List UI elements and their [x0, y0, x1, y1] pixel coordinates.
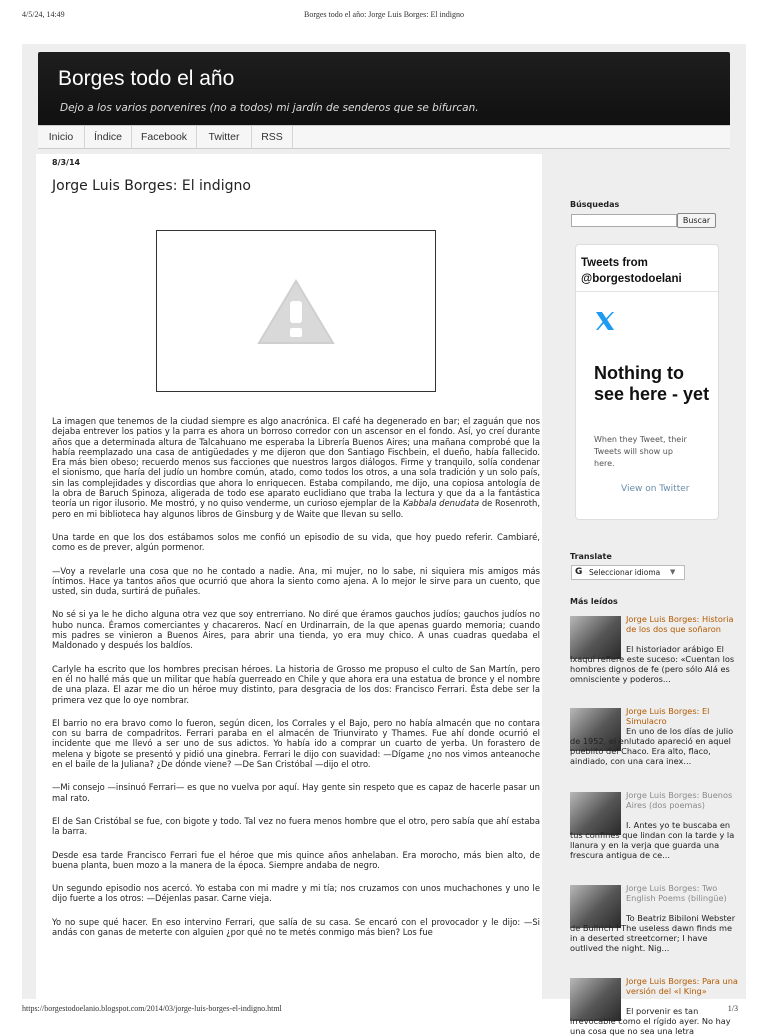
- twitter-empty-text: When they Tweet, their Tweets will show up here.: [594, 435, 687, 468]
- post-title[interactable]: Jorge Luis Borges: El indigno: [52, 178, 251, 194]
- twitter-widget: [575, 244, 719, 520]
- translate-select-label: Seleccionar idioma: [589, 568, 661, 577]
- post-paragraph: Desde esa tarde Francisco Ferrari fue el héroe que mis quince años anhelaban. Era morocho, más bien alto, de buena planta, buen mozo a la manera de la época. Siempre andaba de negro.: [52, 849, 540, 870]
- translate-label: Translate: [570, 552, 612, 561]
- post-paragraph: —Voy a revelarle una cosa que no he contado a nadie. Ana, mi mujer, no lo sabe, ni siquiera mis amigos más íntimos. Hace ya tantos años que ocurrió que ahora la siento como ajena. A lo mejor le sirve para un cuento, que usted, sin duda, surtirá de puñales.: [52, 565, 540, 597]
- print-title: Borges todo el año: Jorge Luis Borges: El indigno: [304, 10, 464, 19]
- post-paragraph: Una tarde en que los dos estábamos solos me confió un episodio de su vida, que hoy puedo referir. Cambiaré, como es de prever, algún pormenor.: [52, 531, 540, 553]
- popular-title-link[interactable]: Jorge Luis Borges: Historia de los dos que soñaron: [626, 614, 734, 634]
- view-on-twitter-link[interactable]: View on Twitter: [621, 484, 690, 494]
- tab-inicio[interactable]: Inicio: [38, 126, 85, 148]
- popular-snippet: El porvenir es tan irrevocable como el rígido ayer. No hay una cosa que no sea una letra: [570, 1006, 731, 1036]
- tab-twitter[interactable]: Twitter: [197, 126, 252, 148]
- twitter-widget-title[interactable]: Tweets from @borgestodoelani: [581, 257, 682, 285]
- print-page-number: 1/3: [727, 1004, 738, 1013]
- post-paragraph: La imagen que tenemos de la ciudad siempre es algo anacrónica. El café ha degenerado en bar; el zaguán que nos dejaba entrever los patios y la parra es ahora un borroso corredor con un ascensor en el fondo. Así, yo creí durante años que a determinada altura de Talcahuano me esperaba la Librería Buenos Aires; una mañana comprobé que la había reemplazado una casa de antigüedades y me dijeron que don Santiago Fischbein, el dueño, había fallecido. Era más bien obeso; recuerdo menos sus facciones que nuestros largos diálogos. Firme y tranquilo, solía condenar el sionismo, que haría del judío un hombre común, atado, como todos los otros, a una sola tradición y un solo país, sin las complejidades y discordias que ahora lo enriquecen. Estaba compilando, me dijo, una copiosa antología de la obra de Baruch Spinoza, aligerada de todo ese aparato euclidiano que traba la lectura y que da a la fantástica teoría un rigor ilusorio. Me mostró, y no quiso venderme, un curioso ejemplar de la Kabbala denudata de Rosenroth, pero en mi biblioteca hay algunos libros de Ginsburg y de Waite que llevan su sello.: [52, 416, 540, 519]
- popular-title-link[interactable]: Jorge Luis Borges: El Simulacro: [626, 706, 710, 726]
- popular-snippet: El historiador arábigo El Ixaquí refiere este suceso: «Cuentan los hombres dignos de fe (pero sólo Alá es omnisciente y poderos...: [570, 644, 735, 684]
- search-button[interactable]: Buscar: [677, 213, 716, 228]
- print-url: https://borgestodoelanio.blogspot.com/2014/03/jorge-luis-borges-el-indigno.html: [22, 1004, 282, 1013]
- italic-title: Kabbala denudata: [402, 498, 480, 509]
- divider: [576, 291, 718, 292]
- post-paragraph: Un segundo episodio nos acercó. Yo estaba con mi madre y mi tía; nos cruzamos con unos muchachones y uno le dijo fuerte a los otros: —Déjenlas pasar. Carne vieja.: [52, 883, 540, 904]
- main-column: [36, 154, 542, 999]
- print-date: 4/5/24, 14:49: [22, 10, 65, 19]
- post-paragraph: Yo no supe qué hacer. En eso intervino Ferrari, que salía de su casa. Se encaró con el provocador y le dijo: —Si andás con ganas de meterte con alguien ¿por qué no te metés conmigo más bien? Los fue: [52, 916, 540, 937]
- warning-icon: [256, 277, 336, 347]
- popular-title-link[interactable]: Jorge Luis Borges: Two English Poems (bilingüe): [626, 883, 727, 903]
- post-paragraph: El de San Cristóbal se fue, con bigote y todo. Tal vez no fuera menos hombre que el otro, pero sabía que ahí estaba la barra.: [52, 815, 540, 837]
- post-body: [52, 416, 540, 950]
- post-paragraph: El barrio no era bravo como lo fueron, según dicen, los Corrales y el Bajo, pero no había almacén que no contara con su barra de compadritos. Ferrari paraba en el almacén de Triunvirato y Thames. Fue ahí donde ocurrió el incidente que me llevó a ser uno de sus adictos. Yo había ido a comprar un cuarto de yerba. Un forastero de melena y bigote se presentó y pidió una ginebra. Ferrari le dijo con suavidad: —Dígame ¿no nos vimos anteanoche en el baile de la Juliana? ¿De dónde viene? —De San Cristóbal —dijo el otro.: [52, 717, 540, 770]
- popular-title-link[interactable]: Jorge Luis Borges: Para una versión del «I King»: [626, 976, 738, 996]
- translate-select[interactable]: [571, 565, 685, 580]
- post-paragraph: Carlyle ha escrito que los hombres precisan héroes. La historia de Grosso me propuso el culto de San Martín, pero en él no hallé más que un militar que había guerreado en Chile y que ahora era una estatua de bronce y el nombre de una plaza. El azar me dio un héroe muy distinto, para desgracia de los dos: Francisco Ferrari. Ésta debe ser la primera vez que lo oye nombrar.: [52, 663, 540, 705]
- twitter-empty-title: Nothing to see here - yet: [594, 363, 710, 404]
- google-icon: G: [575, 567, 583, 577]
- dropdown-arrow-icon: ▼: [670, 568, 676, 576]
- blog-title[interactable]: Borges todo el año: [58, 67, 235, 90]
- post-paragraph: No sé si ya le he dicho alguna otra vez que soy entrerriano. No diré que éramos gauchos judíos; gauchos judíos no hubo nunca. Éramos comerciantes y chacareros. Nací en Urdinarrain, de la que apenas guardo memoria; cuando mis padres se vinieron a Buenos Aires, para abrir una tienda, yo era muy chico. A unas cuadras quedaba el Maldonado y después los baldíos.: [52, 609, 540, 651]
- post-date: 8/3/14: [52, 158, 81, 167]
- post-paragraph: —Mi consejo —insinuó Ferrari— es que no vuelva por aquí. Hay gente sin respeto que es capaz de hacerle pasar un mal rato.: [52, 782, 540, 803]
- search-input[interactable]: [571, 214, 677, 227]
- popular-snippet: To Beatriz Bibiloni Webster de Bullrich I The useless dawn finds me in a deserted streetcorner; I have outlived the night. Nig...: [570, 913, 736, 953]
- blog-header: [38, 52, 730, 127]
- popular-title-link[interactable]: Jorge Luis Borges: Buenos Aires (dos poemas): [626, 790, 733, 810]
- popular-label: Más leídos: [570, 597, 618, 606]
- x-logo-icon[interactable]: [594, 311, 616, 331]
- popular-snippet: I. Antes yo te buscaba en tus confines que lindan con la tarde y la llanura y en la verja que guarda una frescura antigua de ce...: [570, 820, 735, 860]
- search-label: Búsquedas: [570, 200, 620, 209]
- tab-facebook[interactable]: Facebook: [132, 126, 197, 148]
- tab-rss[interactable]: RSS: [252, 126, 293, 148]
- nav-bar: [38, 125, 730, 149]
- tab-indice[interactable]: Índice: [85, 126, 132, 148]
- broken-image: [156, 230, 436, 392]
- blog-description: Dejo a los varios porvenires (no a todos) mi jardín de senderos que se bifurcan.: [60, 102, 479, 114]
- popular-snippet: En uno de los días de julio de 1952, el enlutado apareció en aquel pueblito del Chaco. Era alto, flaco, aindiado, con una cara inex...: [570, 726, 734, 766]
